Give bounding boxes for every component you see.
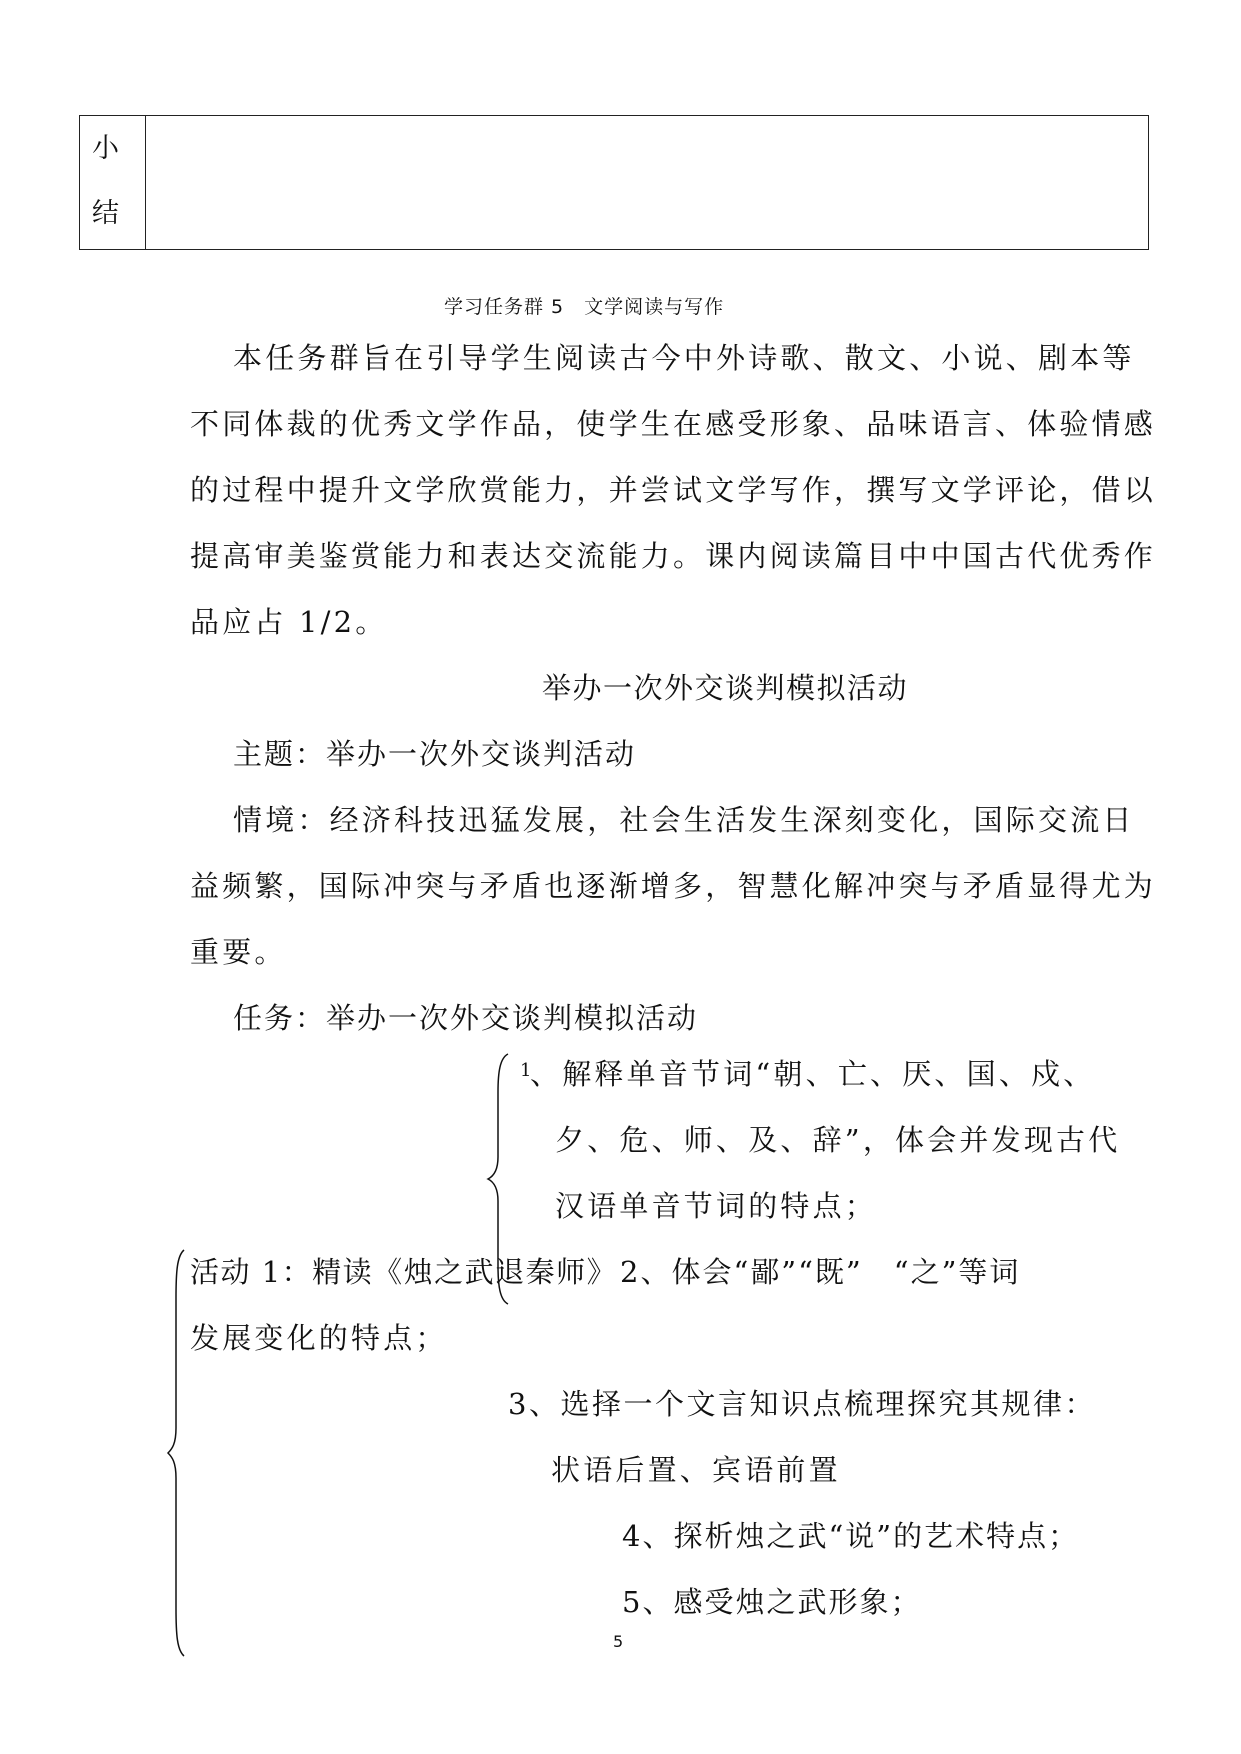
theme-line: 主题：举办一次外交谈判活动 <box>233 737 637 771</box>
item-3-line-1: 3、选择一个文言知识点梳理探究其规律： <box>508 1387 1096 1421</box>
intro-line-1: 本任务群旨在引导学生阅读古今中外诗歌、散文、小说、剧本等 <box>233 341 1135 375</box>
context-line-1: 情境：经济科技迅猛发展，社会生活发生深刻变化，国际交流日 <box>233 803 1135 837</box>
intro-line-5: 品应占 1/2。 <box>190 605 388 639</box>
table-column-divider <box>145 116 146 249</box>
item-2-line-1: 2、体会“鄙”“既” “之”等词 <box>620 1255 1021 1289</box>
page-number: 5 <box>613 1632 624 1651</box>
item-1-line-3: 汉语单音节词的特点； <box>555 1189 878 1223</box>
item-1-line-2: 夕、危、师、及、辞”，体会并发现古代 <box>555 1123 1121 1157</box>
item-5-line-1: 5、感受烛之武形象； <box>622 1585 922 1619</box>
intro-line-3: 的过程中提升文学欣赏能力，并尝试文学写作，撰写文学评论，借以 <box>190 473 1157 507</box>
task-line: 任务：举办一次外交谈判模拟活动 <box>233 1001 699 1035</box>
item-4-line-1: 4、探析烛之武“说”的艺术特点； <box>622 1519 1080 1553</box>
summary-label-char-2: 结 <box>92 198 119 229</box>
summary-table <box>79 115 1149 250</box>
context-line-3: 重要。 <box>190 935 287 969</box>
intro-line-4: 提高审美鉴赏能力和表达交流能力。课内阅读篇目中中国古代优秀作 <box>190 539 1157 573</box>
item-2-line-2: 发展变化的特点； <box>190 1321 448 1355</box>
context-line-2: 益频繁，国际冲突与矛盾也逐渐增多，智慧化解冲突与矛盾显得尤为 <box>190 869 1157 903</box>
outer-brace <box>166 1248 190 1658</box>
item-1-number: 1 <box>520 1060 532 1081</box>
item-1-line-1: 、解释单音节词“朝、亡、厌、国、戍、 <box>530 1057 1096 1091</box>
section-heading: 学习任务群 5 文学阅读与写作 <box>444 296 725 318</box>
summary-label-char-1: 小 <box>92 133 119 164</box>
activity-1-label: 活动 1：精读《烛之武退秦师》 <box>190 1255 618 1289</box>
activity-title: 举办一次外交谈判模拟活动 <box>542 671 909 705</box>
intro-line-2: 不同体裁的优秀文学作品，使学生在感受形象、品味语言、体验情感 <box>190 407 1157 441</box>
item-3-line-2: 状语后置、宾语前置 <box>551 1453 841 1487</box>
